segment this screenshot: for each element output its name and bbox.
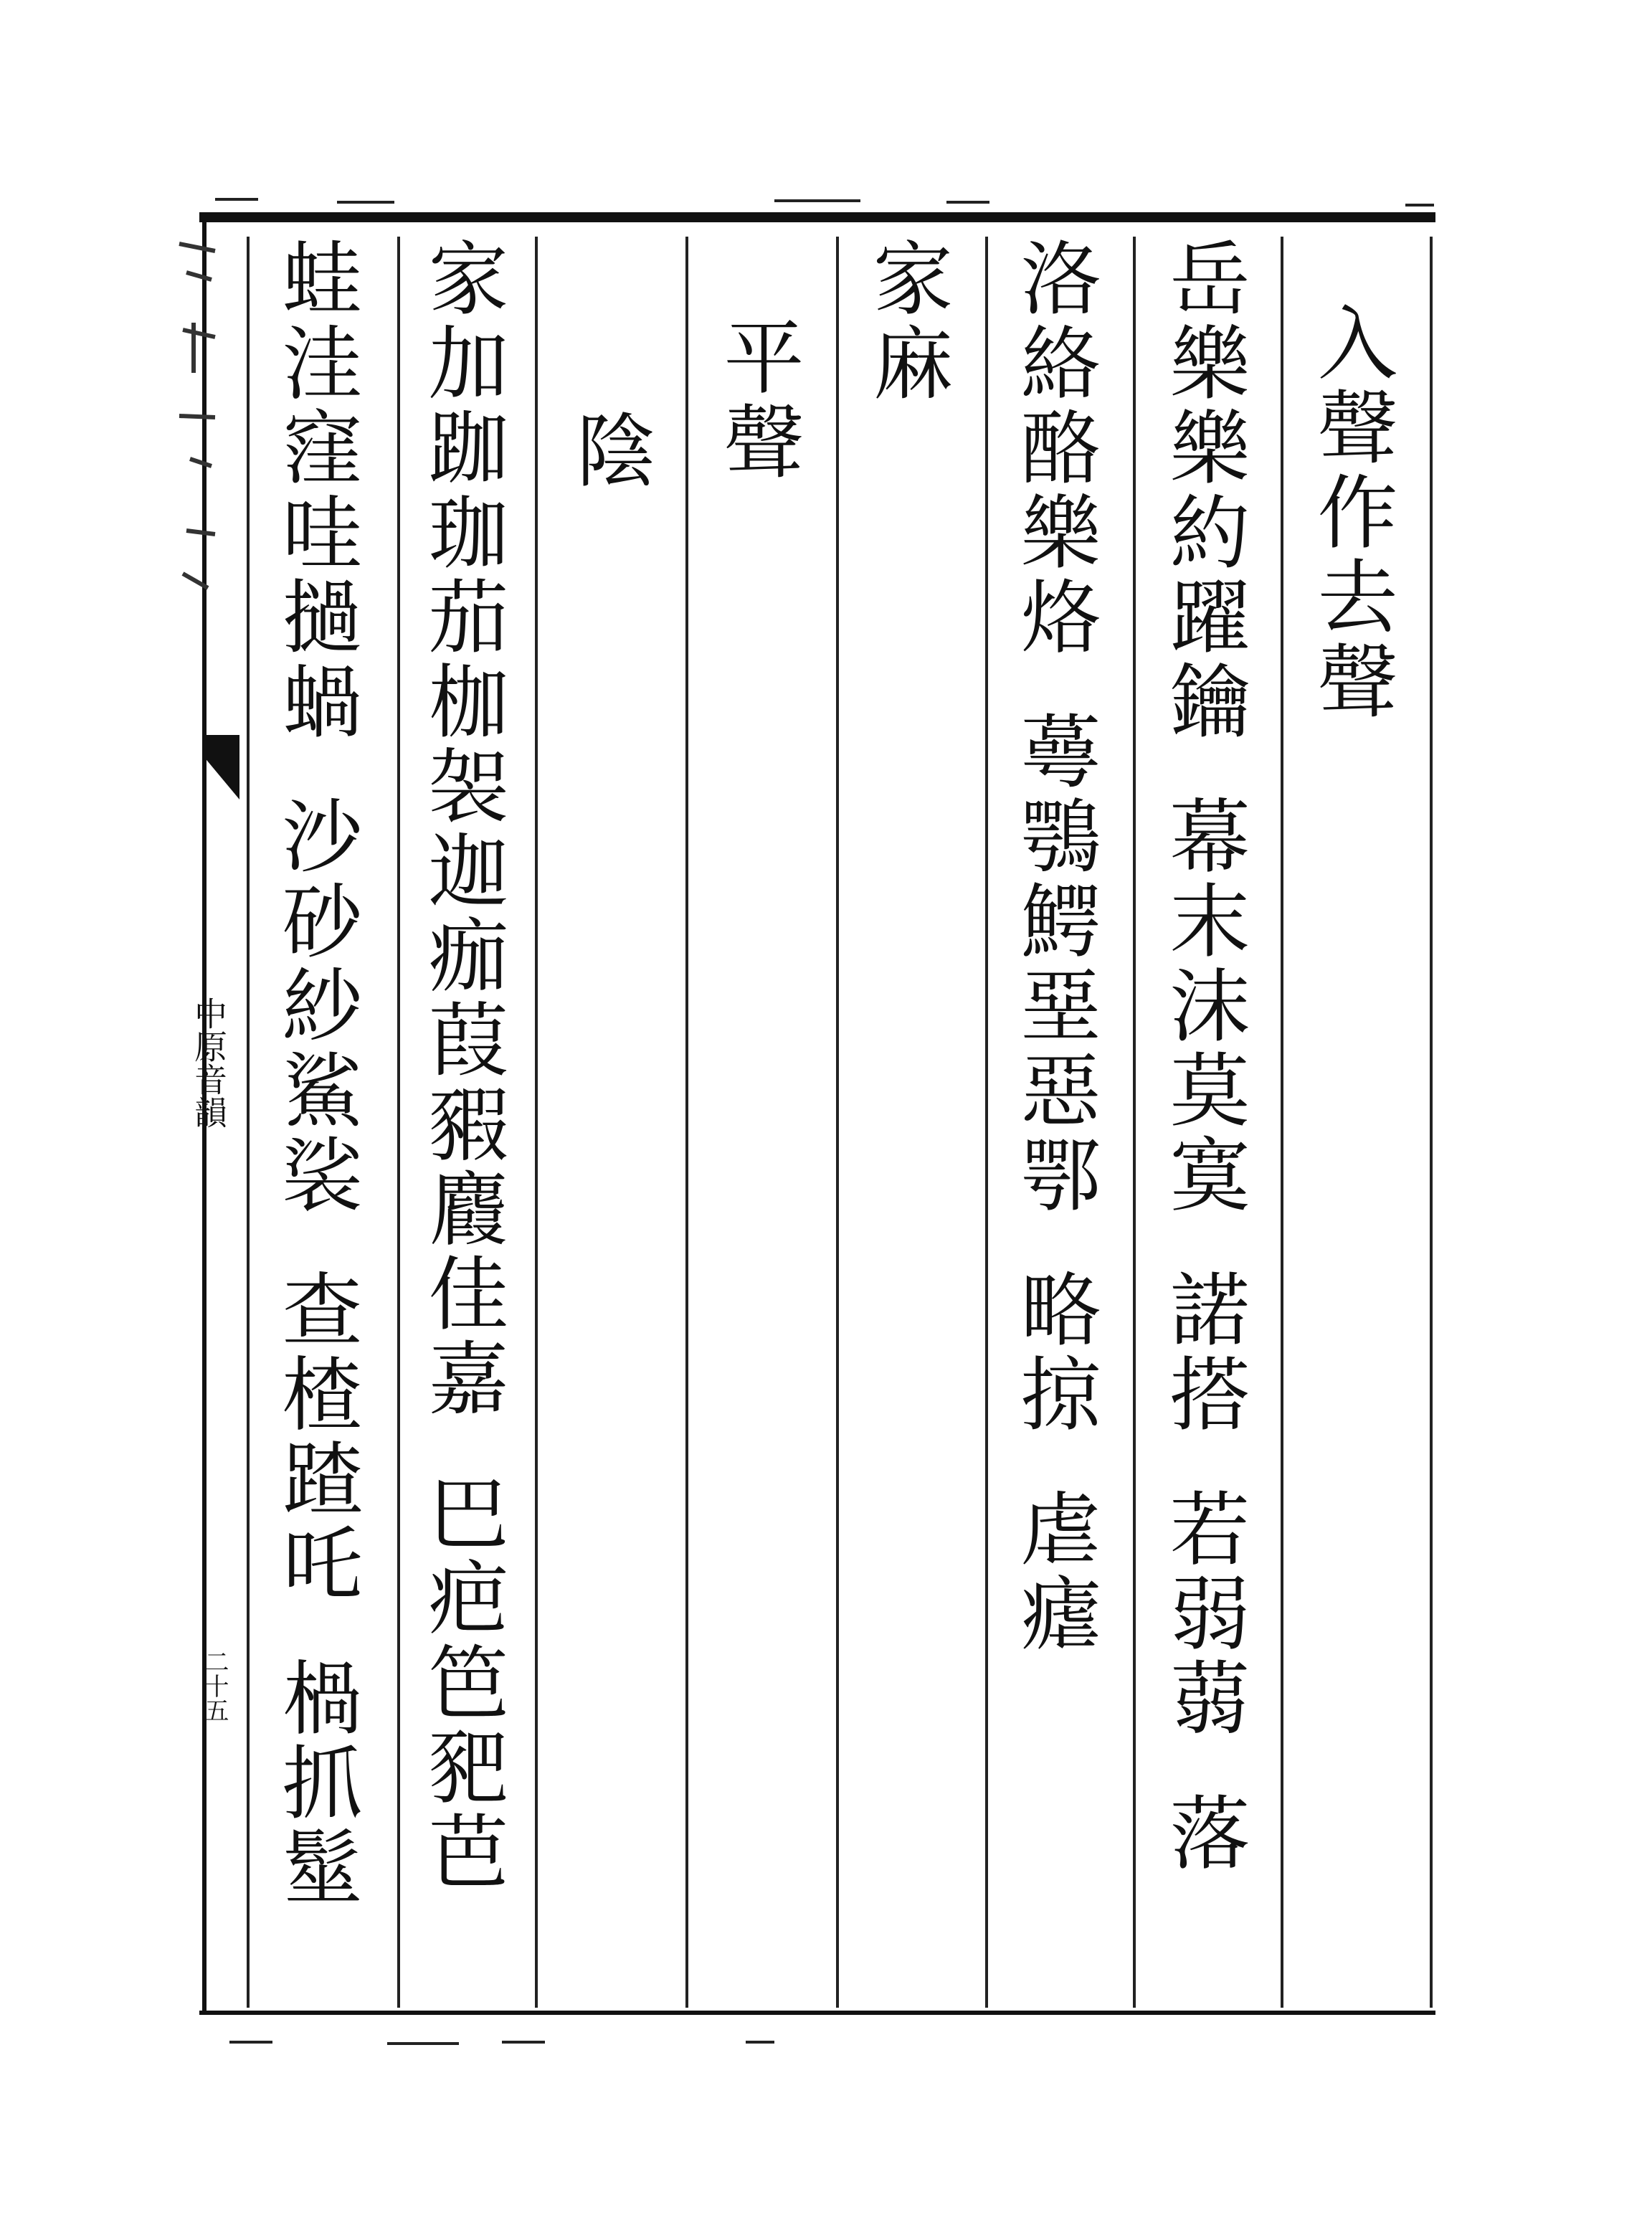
column-divider: [1281, 237, 1283, 2008]
char-group: 若弱蒻: [1157, 1487, 1250, 1741]
margin-book-title: 中原音韻: [189, 997, 228, 1129]
edge-dash: [387, 2042, 459, 2045]
column-divider: [247, 237, 250, 2008]
rhyme-group-title: 家麻: [860, 237, 953, 406]
char-group: 略掠: [1007, 1268, 1101, 1437]
section-heading: 入聲作去聲: [1304, 301, 1397, 724]
char-group: 巴疤笆豝芭: [415, 1471, 508, 1894]
edge-dash: [215, 198, 258, 201]
column-divider: [1430, 237, 1433, 2008]
text-column-6: [563, 409, 656, 493]
column-divider: [985, 237, 988, 2008]
edge-dash: [229, 2041, 272, 2044]
char-group: 家加跏珈茄枷袈迦痂葭豭麚佳嘉: [415, 237, 508, 1421]
column-divider: [397, 237, 400, 2008]
tone-heading: 平聲: [711, 315, 804, 485]
column-divider: [535, 237, 538, 2008]
edge-dash: [946, 201, 989, 204]
text-column-4: [860, 237, 953, 406]
frame-bottom-rule: [199, 2011, 1435, 2015]
edge-dash: [337, 201, 394, 204]
char-group: 沙砂紗鯊裟: [269, 794, 362, 1218]
char-group: 虐瘧: [1007, 1487, 1101, 1656]
margin-faded-marks: [172, 229, 229, 617]
char-group: 洛絡酪樂烙: [1007, 237, 1101, 660]
yin-heading: 陰: [563, 409, 656, 493]
char-group: 楇抓髽: [269, 1656, 362, 1910]
text-column-1: [1304, 301, 1397, 724]
edge-dash: [774, 199, 860, 202]
edge-dash: [502, 2041, 545, 2044]
margin-page-number: 二十五: [200, 1649, 229, 1722]
char-group: 落: [1157, 1791, 1250, 1876]
char-group: 岳樂樂約躍鑰: [1157, 237, 1250, 744]
char-group: 蛙洼窪哇撾蝸: [269, 237, 362, 744]
char-group: 幕末沫莫寞: [1157, 794, 1250, 1218]
edge-dash: [1405, 204, 1434, 207]
text-column-3: [1007, 237, 1101, 1656]
frame-top-rule: [199, 212, 1435, 222]
column-divider: [1133, 237, 1136, 2008]
text-column-2: [1157, 237, 1250, 1876]
char-group: 諾搭: [1157, 1268, 1250, 1437]
edge-dash: [746, 2041, 774, 2044]
column-divider: [836, 237, 839, 2008]
char-group: 蕚鶚鰐堊惡鄂: [1007, 710, 1101, 1218]
column-divider: [685, 237, 688, 2008]
char-group: 查楂蹅吒: [269, 1268, 362, 1606]
text-column-8: [269, 237, 362, 1910]
fishtail-mark: [204, 735, 239, 799]
text-column-5: [711, 315, 804, 485]
text-column-7: [415, 237, 508, 1894]
